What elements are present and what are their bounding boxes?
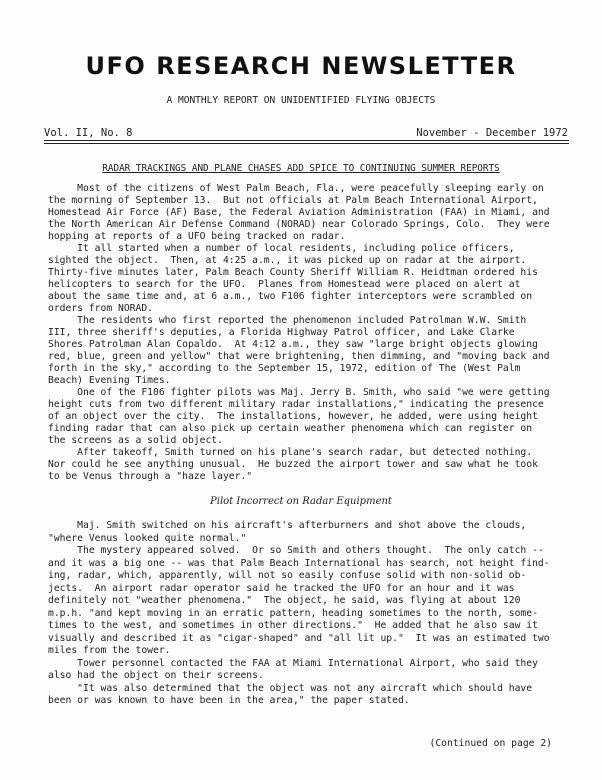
article-line: ing, radar, which, apparently, will not so easily confuse solid with non-solid ob- [48,570,527,581]
article-line: Most of the citizens of West Palm Beach, Fla., were peacefully sleeping early on [48,183,544,194]
article-line: One of the F106 fighter pilots was Maj. Jerry B. Smith, who said "we were getting [48,387,550,398]
article-line: miles from the tower. [48,645,171,656]
article-line: Nor could he see anything unusual. He buzzed the airport tower and saw what he took [48,459,538,470]
article-line: visually and described it as "cigar-shaped" and "all lit up." It was an estimated two [48,632,550,644]
continued-note: (Continued on page 2) [429,738,552,749]
article-line: "where Venus looked quite normal." [48,532,247,544]
article-subhead: Pilot Incorrect on Radar Equipment [210,496,392,507]
article-line: The mystery appeared solved. Or so Smith and others thought. The only catch -- [48,545,544,556]
article-line: the morning of September 13. But not officials at Palm Beach International Airport, [48,195,538,206]
article-line: about the same time and, at 6 a.m., two F106 fighter interceptors were scrambled on [48,291,533,302]
divider-bottom [44,143,569,144]
article-line: Beach) Evening Times. [48,375,171,386]
article-line: m.p.h. "and kept moving in an erratic pattern, heading sometimes to the north, some- [48,607,538,619]
issue-line [44,127,568,140]
newsletter-title: UFO RESEARCH NEWSLETTER [85,52,517,80]
article-line: Maj. Smith switched on his aircraft's afterburners and shot above the clouds, [48,520,527,531]
article-line: III, three sheriff's deputies, a Florida Highway Patrol officer, and Lake Clarke [48,327,515,338]
article-line: height cuts from two different military radar installations," indicating the presence [48,399,544,410]
article-line: orders from NORAD. [48,303,153,314]
article-line: times to the west, and sometimes in other directions." He added that he also saw it [48,620,538,631]
volume-number: Vol. II, No. 8 [44,127,133,139]
divider-top [44,140,569,141]
article-line: helicopters to search for the UFO. Planes from Homestead were placed on alert at [48,279,521,290]
issue-date: November - December 1972 [416,127,568,139]
article-line: and it was a big one -- was that Palm Beach International has search, not height find- [48,557,550,569]
article-line: jects. An airport radar operator said he tracked the UFO for an hour and it was [48,582,515,594]
article-line: of an object over the city. The installations, however, he added, were using height [48,411,538,422]
article-line: also had the object on their screens. [48,670,264,681]
article-line: It all started when a number of local residents, including police officers, [48,243,515,254]
article-headline: RADAR TRACKINGS AND PLANE CHASES ADD SPICE TO CONTINUING SUMMER REPORTS [102,163,500,174]
article-line: After takeoff, Smith turned on his plane's search radar, but detected nothing. [48,447,533,458]
article-line: "It was also determined that the object was not any aircraft which should have [48,682,533,694]
article-line: Tower personnel contacted the FAA at Miami International Airport, who said they [48,657,538,669]
article-line: the screens as a solid object. [48,435,223,446]
article-line: Shores Patrolman Alan Copaldo. At 4:12 a.m., they saw "large bright objects glowing [48,339,538,350]
article-line: Thirty-five minutes later, Palm Beach County Sheriff William R. Heidtman ordered his [48,267,538,278]
newsletter-subtitle: A MONTHLY REPORT ON UNIDENTIFIED FLYING OBJECTS [166,95,436,106]
article-line: been or was known to have been in the area," the paper stated. [48,695,410,706]
article-line: hopping at reports of a UFO being tracked on radar. [48,231,346,242]
article-line: the North American Air Defense Command (NORAD) near Colorado Springs, Colo. They were [48,219,550,230]
article-line: forth in the sky," according to the September 15, 1972, edition of The (West Palm [48,363,521,374]
article-line: to be Venus through a "haze layer." [48,471,253,482]
article-line: Homestead Air Force (AF) Base, the Federal Aviation Administration (FAA) in Miami, and [48,207,550,218]
article-line: The residents who first reported the phenomenon included Patrolman W.W. Smith [48,315,527,326]
article-line: definitely not "weather phenomena." The object, he said, was flying at about 120 [48,595,521,606]
article-line: finding radar that can also pick up certain weather phenomena which can register on [48,423,533,434]
article-line: red, blue, green and yellow" that were brightening, then dimming, and "moving back and [48,351,550,362]
article-line: sighted the object. Then, at 4:25 a.m., it was picked up on radar at the airport. [48,255,527,266]
